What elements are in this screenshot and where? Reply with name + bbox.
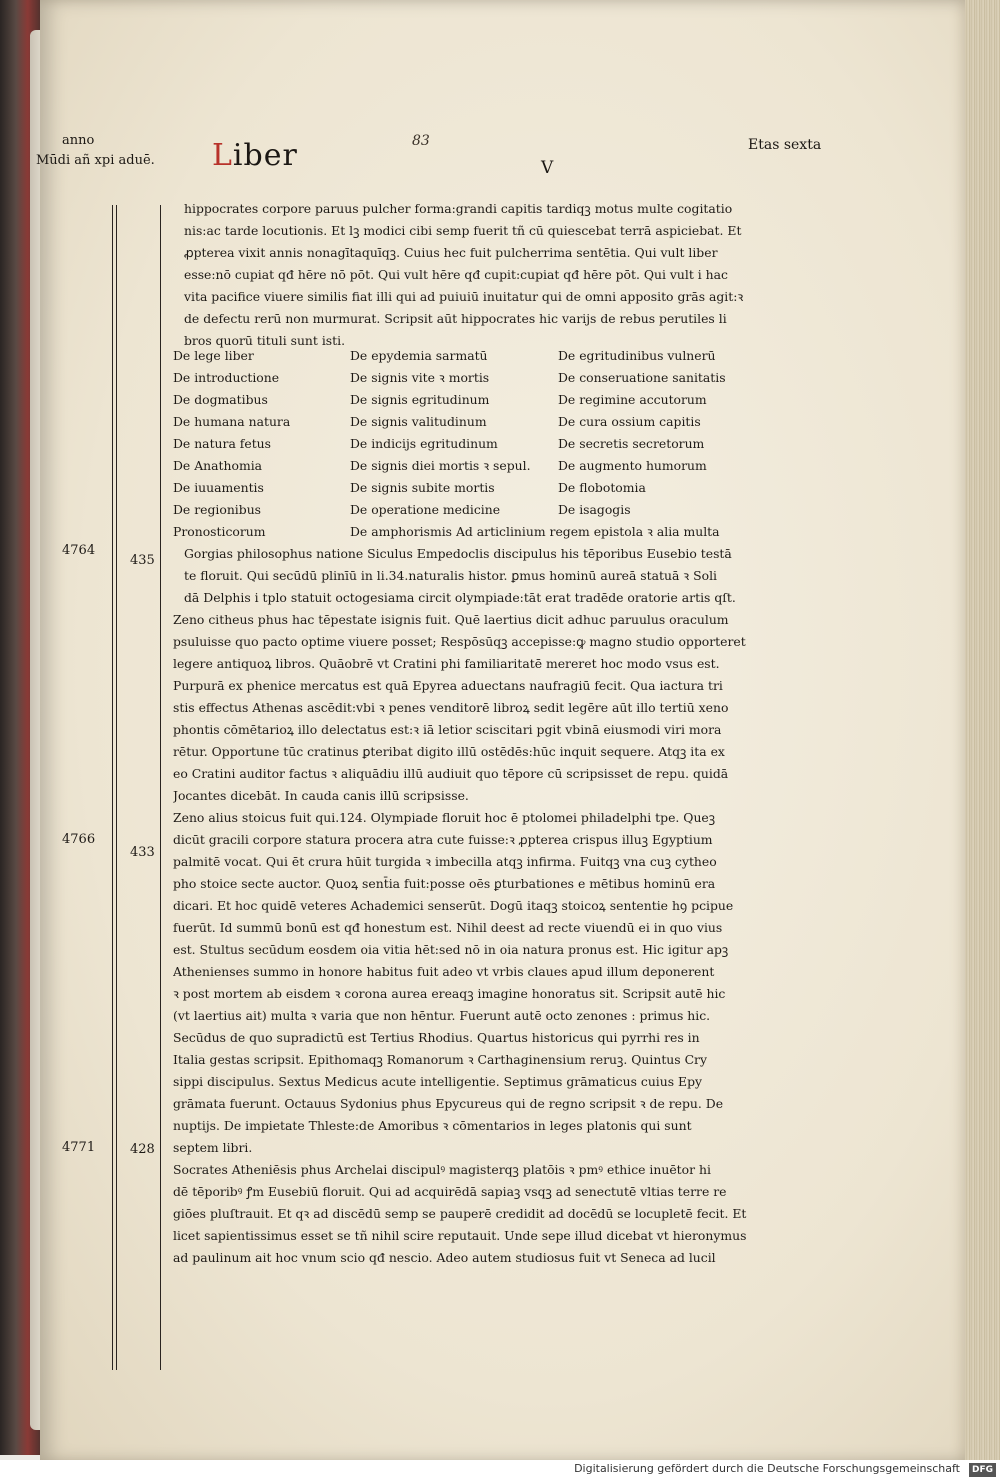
- book-title: De epydemia sarmatū: [350, 348, 488, 363]
- book-title: De augmento humorum: [558, 458, 707, 473]
- title-row: [173, 411, 748, 433]
- margin-year-mundi: 4771: [62, 1140, 96, 1155]
- signature-mark: V: [541, 158, 554, 178]
- book-title: De signis subite mortis: [350, 480, 495, 495]
- text-line: vita pacifice viuere similis fiat illi qui ad puiuiū inuitatur qui de omni apposito grās agit:ꝛ: [184, 289, 744, 304]
- hippocrates-paragraph: [173, 198, 748, 352]
- text-line: Purpurā ex phenice mercatus est quā Epyrea aduectans naufragiū fecit. Qua iactura tri: [173, 678, 723, 693]
- running-title: Etas sexta: [748, 137, 822, 153]
- book-title: De flobotomia: [558, 480, 646, 495]
- liber-rest: iber: [232, 138, 298, 173]
- book-title: De lege liber: [173, 348, 254, 363]
- book-title: Pronosticorum: [173, 524, 266, 539]
- book-title: De Anathomia: [173, 458, 263, 473]
- text-line: (vt laertius ait) multa ꝛ varia que non hēntur. Fuerunt autē octo zenones : primus hic.: [173, 1008, 711, 1023]
- text-line: Gorgias philosophus natione Siculus Empedoclis discipulus his tēporibus Eusebio testā: [184, 546, 732, 561]
- title-row: [173, 433, 748, 455]
- title-row: [173, 521, 748, 543]
- text-line: ꝓpterea vixit annis nonagītaquīqꝫ. Cuius hec fuit pulcherrima sentētia. Qui vult liber: [184, 245, 718, 260]
- book-title: De regionibus: [173, 502, 262, 517]
- text-line: Zeno citheus phus hac tēpestate isignis fuit. Quē laertius dicit adhuc paruulus oraculum: [173, 612, 729, 627]
- title-row: [173, 367, 748, 389]
- text-line: Socrates Atheniēsis phus Archelai discipulꝰ magisterqꝫ platōis ꝛ pmꝰ ethice inuētor hi: [173, 1162, 711, 1177]
- text-line: septem libri.: [173, 1140, 253, 1155]
- book-title: De signis vite ꝛ mortis: [350, 370, 490, 385]
- text-line: dā Delphis i tplo statuit octogesiama circit olympiade:tāt erat tradēde oratorie artis qſt.: [184, 590, 736, 605]
- text-line: phontis cōmētarioꝝ illo delectatus est:ꝛ iā letior sciscitari pgit vbinā eiusmodi viri mora: [173, 722, 722, 737]
- book-title: De signis egritudinum: [350, 392, 490, 407]
- liber-initial: L: [212, 138, 233, 173]
- text-line: esse:nō cupiat qđ hēre nō pōt. Qui vult hēre qđ cupit:cupiat qđ hēre pōt. Qui vult i hac: [184, 267, 728, 282]
- text-line: Secūdus de quo supradictū est Tertius Rhodius. Quartus historicus qui pyrrhi res in: [173, 1030, 700, 1045]
- text-line: sippi discipulus. Sextus Medicus acute intelligentie. Septimus grāmaticus cuius Epy: [173, 1074, 703, 1089]
- anno-mundi-label: Mūdi añ xpi aduē.: [36, 153, 155, 168]
- title-row: [173, 499, 748, 521]
- title-row: [173, 345, 748, 367]
- text-line: pho stoice secte auctor. Quoꝝ sent̄ia fuit:posse oēs ꝑturbationes e mētibus hominū era: [173, 876, 716, 891]
- title-row: [173, 477, 748, 499]
- text-line: bros quorū tituli sunt isti.: [184, 333, 346, 348]
- liber-heading: [212, 138, 298, 173]
- book-title: De signis diei mortis ꝛ sepul.: [350, 458, 531, 473]
- text-line: ad paulinum ait hoc vnum scio qđ nescio. Adeo autem studiosus fuit vt Seneca ad lucil: [173, 1250, 716, 1265]
- text-line: est. Stultus secūdum eosdem oia vitia hēt:sed nō in oia natura pronus est. Hic igitur apꝫ: [173, 942, 729, 957]
- margin-year-christi: 428: [130, 1142, 155, 1157]
- book-title: De indicijs egritudinum: [350, 436, 498, 451]
- book-title: De egritudinibus vulnerū: [558, 348, 716, 363]
- text-line: legere antiquoꝝ libros. Quāobrē vt Cratini phi familiaritatē mereret hoc modo vsus est.: [173, 656, 720, 671]
- text-line: fuerūt. Id summū bonū est qđ honestum est. Nihil deest ad recte viuendū ei in quo vius: [173, 920, 723, 935]
- text-line: Zeno alius stoicus fuit qui.124. Olympiade floruit hoc ē ptolomei philadelphi tpe. Queꝫ: [173, 810, 716, 825]
- text-line: licet sapientissimus esset se tñ nihil scire reputauit. Unde sepe illud dicebat vt hieronymus: [173, 1228, 747, 1243]
- dfg-logo: DFG: [969, 1463, 996, 1477]
- book-title: De introductione: [173, 370, 280, 385]
- text-line: te floruit. Qui secūdū plinīū in li.34.naturalis histor. ꝑmus hominū aureā statuā ꝛ Soli: [184, 568, 717, 583]
- text-line: Jocantes dicebāt. In cauda canis illū scripsisse.: [173, 788, 469, 803]
- title-row: [173, 389, 748, 411]
- margin-year-christi: 435: [130, 553, 155, 568]
- text-line: stis effectus Athenas ascēdit:vbi ꝛ penes venditorē libroꝝ sedit legēre aūt illo tertiū xeno: [173, 700, 729, 715]
- text-line: grāmata fuerunt. Octauus Sydonius phus Epycureus qui de regno scripsit ꝛ de repu. De: [173, 1096, 724, 1111]
- margin-year-christi: 433: [130, 845, 155, 860]
- book-title: De signis valitudinum: [350, 414, 487, 429]
- chronology-rule-left-2: [116, 205, 117, 1370]
- text-line: giōes pluſtrauit. Et qꝛ ad discēdū semp se pauperē credidit ad docēdū se locupletē fecit. Et: [173, 1206, 747, 1221]
- title-row: [173, 455, 748, 477]
- text-line: nuptijs. De impietate Thleste:de Amoribus ꝛ cōmentarios in leges platonis qui sunt: [173, 1118, 692, 1133]
- folio-number: 83: [412, 133, 430, 149]
- anno-label: anno: [62, 133, 95, 148]
- hippocrates-book-titles: [173, 345, 748, 543]
- text-line: rētur. Opportune tūc cratinus ꝑteribat digito illū ostēdēs:hūc inquit sequere. Atqꝫ ita ex: [173, 744, 725, 759]
- book-title: De regimine accutorum: [558, 392, 707, 407]
- text-line: dicūt gracili corpore statura procera atra cute fuisse:ꝛ ꝓpterea crispus illuꝫ Egyptium: [173, 832, 713, 847]
- digitization-credit: Digitalisierung gefördert durch die Deutsche Forschungsgemeinschaft: [574, 1462, 960, 1475]
- text-line: hippocrates corpore paruus pulcher forma:grandi capitis tardiqꝫ motus multe cogitatio: [184, 201, 733, 216]
- margin-year-mundi: 4766: [62, 832, 96, 847]
- chronology-rule-right: [160, 205, 161, 1370]
- book-title: De secretis secretorum: [558, 436, 705, 451]
- book-title: De cura ossium capitis: [558, 414, 701, 429]
- book-title: De humana natura: [173, 414, 291, 429]
- text-line: dē tēporibꝰ ꝭm Eusebiū floruit. Qui ad acquirēdā sapiaꝫ vsqꝫ ad senectutē vltias terre re: [173, 1184, 727, 1199]
- text-line: nis:ac tarde locutionis. Et lꝫ modici cibi semp fuerit tñ cū quiescebat terrā aspiciebat. Et: [184, 223, 742, 238]
- book-title: De operatione medicine: [350, 502, 501, 517]
- book-title: De amphorismis Ad articlinium regem epistola ꝛ alia multa: [350, 524, 720, 539]
- text-line: palmitē vocat. Qui ēt crura hūit turgida ꝛ imbecilla atqꝫ infirma. Fuitqꝫ vna cuꝫ cytheo: [173, 854, 717, 869]
- book-title: De conseruatione sanitatis: [558, 370, 726, 385]
- text-line: de defectu rerū non murmurat. Scripsit aūt hippocrates hic varijs de rebus perutiles li: [184, 311, 727, 326]
- text-line: ꝛ post mortem ab eisdem ꝛ corona aurea ereaqꝫ imagine honoratus sit. Scripsit autē hic: [173, 986, 726, 1001]
- text-line: psuluisse quo pacto optime viuere posset; Respōsūqꝫ accepisse:ꝙ magno studio opporteret: [173, 634, 746, 649]
- text-line: dicari. Et hoc quidē veteres Achademici senserūt. Dogū itaqꝫ stoicoꝝ sententie hꝯ pcipue: [173, 898, 734, 913]
- chronology-rule-left: [112, 205, 113, 1370]
- book-title: De iuuamentis: [173, 480, 264, 495]
- text-line: Italia gestas scripsit. Epithomaqꝫ Romanorum ꝛ Carthaginensium reruꝫ. Quintus Cry: [173, 1052, 707, 1067]
- text-line: Athenienses summo in honore habitus fuit adeo vt vrbis claues apud illum deponerent: [173, 964, 715, 979]
- main-text: [173, 543, 748, 1269]
- book-title: De natura fetus: [173, 436, 272, 451]
- book-title: De dogmatibus: [173, 392, 268, 407]
- text-line: eo Cratini auditor factus ꝛ aliquādiu illū audiuit quo tēpore cū scripsisset de repu. quidā: [173, 766, 729, 781]
- book-title: De isagogis: [558, 502, 631, 517]
- margin-year-mundi: 4764: [62, 543, 96, 558]
- page-block-edge: [965, 0, 1000, 1470]
